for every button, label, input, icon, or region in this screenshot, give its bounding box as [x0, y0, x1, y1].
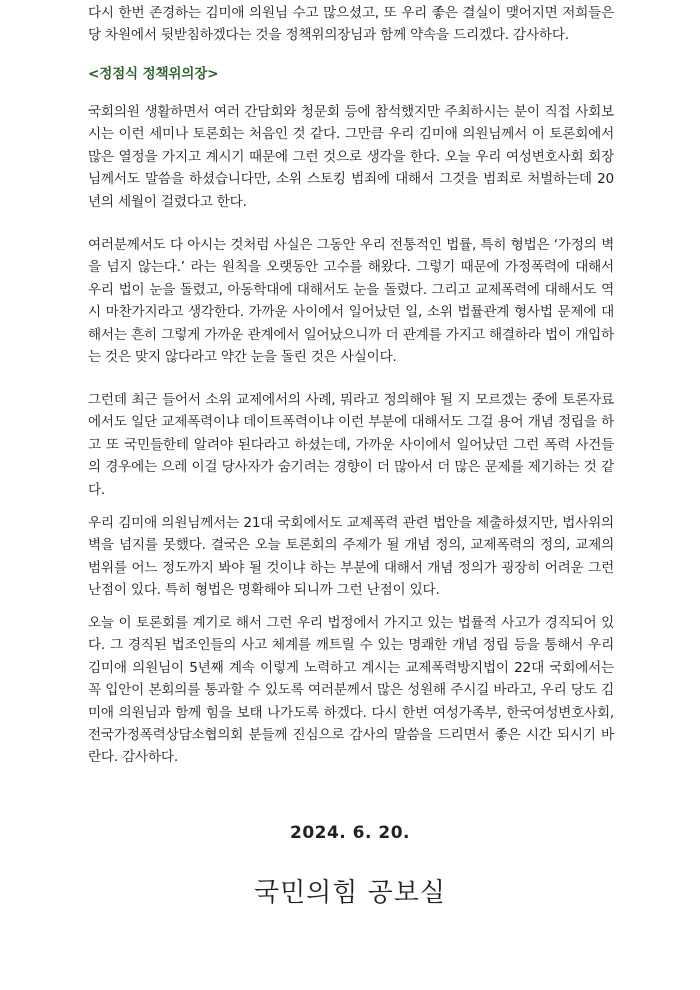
paragraph-1: 국회의원 생활하면서 여러 간담회와 청문회 등에 참석했지만 주최하시는 분이 직접 사회보시는 이런 세미나 토론회는 처음인 것 같다. 그만큼 우리 김미애 의원님께서 이 토론회에서 많은 열정을 가지고 계시기 때문에 그런 것으로 생각을 한다. 오늘 우리 여성변호사회 회장님께서도 말씀을 하셨습니다만, 소위 스토킹 범죄에 대해서 그것을 범죄로 처벌하는데 20년의 세월이 걸렸다고 한다. — [88, 104, 614, 210]
speaker-heading: <정점식 정책위의장> — [88, 66, 219, 82]
issuer-name: 국민의힘 공보실 — [253, 878, 447, 908]
intro-paragraph: 다시 한번 존경하는 김미애 의원님 수고 많으셨고, 또 우리 좋은 결실이 맺어지면 저희들은 당 차원에서 뒷받침하겠다는 것을 정책위의장님과 함께 약속을 드리겠다. 감사하다. — [88, 5, 614, 44]
release-date: 2024. 6. 20. — [289, 823, 410, 843]
paragraph-3: 그런데 최근 들어서 소위 교제에서의 사례, 뭐라고 정의해야 될 지 모르겠는 중에 토론자료에서도 일단 교제폭력이냐 데이트폭력이냐 이런 부분에 대해서도 그걸 용어 개념 정립을 하고 또 국민들한테 알려야 된다라고 하셨는데, 가까운 사이에서 일어났던 그런 폭력 사건들의 경우에는 으레 이걸 당사자가 숨기려는 경향이 더 많아서 더 많은 문제를 제기하는 것 같다. — [88, 392, 614, 498]
paragraph-5: 오늘 이 토론회를 계기로 해서 그런 우리 법정에서 가지고 있는 법률적 사고가 경직되어 있다. 그 경직된 법조인들의 사고 체계를 깨트릴 수 있는 명쾌한 개념 정립 등을 통해서 우리 김미애 의원님이 5년째 계속 이렇게 노력하고 계시는 교제폭력방지법이 22대 국회에서는 꼭 입안이 본회의를 통과할 수 있도록 여러분께서 많은 성원해 주시길 바라고, 우리 당도 김미애 의원님과 함께 힘을 보태 나가도록 하겠다. 다시 한번 여성가족부, 한국여성변호사회, 전국가정폭력상담소협의회 분들께 진심으로 감사의 말씀을 드리면서 좋은 시간 되시기 바란다. 감사하다. — [88, 615, 614, 766]
paragraph-4: 우리 김미애 의원님께서는 21대 국회에서도 교제폭력 관련 법안을 제출하셨지만, 법사위의 벽을 넘지를 못했다. 결국은 오늘 토론회의 주제가 될 개념 정의, 교제폭력의 정의, 교제의 범위를 어느 정도까지 봐야 될 것이냐 하는 부분에 대해서 개념 정의가 굉장히 어려운 그런 난점이 있다. 특히 형법은 명확해야 되니까 그런 난점이 있다. — [88, 515, 614, 599]
paragraph-2: 여러분께서도 다 아시는 것처럼 사실은 그동안 우리 전통적인 법률, 특히 형법은 ‘가정의 벽을 넘지 않는다.’ 라는 원칙을 오랫동안 고수를 해왔다. 그렇기 때문에 가정폭력에 대해서 우리 법이 눈을 돌렸고, 아동학대에 대해서도 눈을 돌렸다. 그리고 교제폭력에 대해서도 역시 마찬가지라고 생각한다. 가까운 사이에서 일어났던 일, 소위 법률관계 형사법 문제에 대해서는 흔히 그렇게 가까운 관계에서 일어났으니까 더 관계를 가지고 해결하라 법이 개입하는 것은 맞지 않다라고 약간 눈을 돌린 것은 사실이다. — [88, 237, 614, 366]
